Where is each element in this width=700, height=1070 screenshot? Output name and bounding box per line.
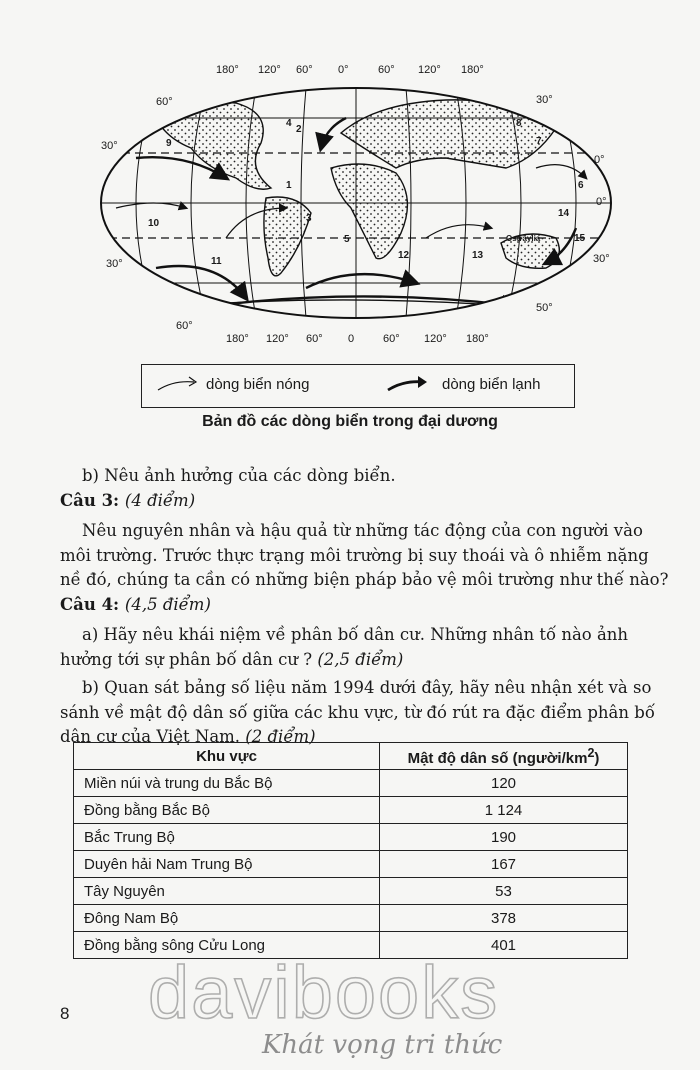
lon-label: 60°	[296, 64, 313, 76]
header-region: Khu vực	[74, 743, 380, 770]
ocean-currents-map	[96, 58, 616, 348]
header-density-text: Mật độ dân số (người/km	[407, 749, 588, 767]
q4-heading: Câu 4: (4,5 điểm)	[60, 594, 211, 614]
lon-label: 180°	[461, 64, 484, 76]
watermark-brand: davibooks	[148, 951, 500, 1034]
density-cell: 190	[380, 824, 628, 851]
current-number: 12	[398, 250, 410, 261]
density-cell: 401	[380, 932, 628, 959]
lon-label: 120°	[418, 64, 441, 76]
table-row	[74, 770, 628, 797]
current-number: 14	[558, 208, 570, 219]
header-density	[380, 743, 628, 770]
q3-body: Nêu nguyên nhân và hậu quả từ những tác động của con người vào môi trường. Trước thực trạng môi trường bị suy thoái và ô nhiễm nặng nề đó, chúng ta cần có những biện pháp bảo vệ môi trường như thế nào?	[60, 521, 669, 589]
population-density-table	[73, 742, 628, 959]
lon-label: 120°	[258, 64, 281, 76]
lat-label: 50°	[536, 302, 553, 314]
density-cell: 120	[380, 770, 628, 797]
q3-heading: Câu 3: (4 điểm)	[60, 490, 196, 510]
density-cell: 378	[380, 905, 628, 932]
lon-label: 60°	[378, 64, 395, 76]
cold-current-icon	[386, 374, 430, 396]
density-cell: 53	[380, 878, 628, 905]
lon-label: 0	[348, 333, 355, 345]
q2b-text: b) Nêu ảnh hưởng của các dòng biển.	[82, 466, 396, 485]
q3-title: Câu 3	[60, 490, 114, 510]
current-number: 2	[296, 124, 302, 135]
q4-points: (4,5 điểm)	[124, 594, 211, 614]
lat-label: 0°	[596, 196, 607, 208]
legend-cold-label: dòng biển lạnh	[442, 376, 541, 393]
legend-warm-label: dòng biển nóng	[206, 376, 310, 393]
table-row	[74, 824, 628, 851]
q4-title: Câu 4	[60, 594, 114, 614]
lat-label: 30°	[536, 94, 553, 106]
q4a-body: a) Hãy nêu khái niệm về phân bố dân cư. Những nhân tố nào ảnh hưởng tới sự phân bố dân cư ?	[60, 625, 629, 669]
current-number: 11	[211, 256, 222, 267]
watermark-slogan: Khát vọng tri thức	[262, 1030, 503, 1060]
header-density-sup: 2	[587, 745, 595, 760]
lon-label: 120°	[424, 333, 447, 345]
lat-label: 30°	[593, 253, 610, 265]
lon-label: 180°	[216, 64, 239, 76]
lon-label: 60°	[306, 333, 323, 345]
table-row	[74, 797, 628, 824]
q3-points: (4 điểm)	[124, 490, 196, 510]
current-number: 1	[286, 180, 292, 191]
lon-label: 180°	[226, 333, 249, 345]
table-header-row	[74, 743, 628, 770]
region-cell: Duyên hải Nam Trung Bộ	[74, 851, 380, 878]
current-number: 13	[472, 250, 484, 261]
current-number: 7	[536, 136, 542, 147]
q4a-text	[60, 623, 674, 672]
table-row	[74, 851, 628, 878]
current-number: 5	[344, 234, 350, 245]
region-cell: Miền núi và trung du Bắc Bộ	[74, 770, 380, 797]
current-number: 6	[578, 180, 584, 191]
lon-label: 120°	[266, 333, 289, 345]
lon-label: 180°	[466, 333, 489, 345]
current-number: 9	[166, 138, 172, 149]
lat-label: 60°	[176, 320, 193, 332]
current-number: 4	[286, 118, 292, 129]
current-number: 10	[148, 218, 160, 229]
current-number: 8	[516, 118, 522, 129]
q4a-points: (2,5 điểm)	[317, 649, 404, 669]
q4b-points: (2 điểm)	[245, 727, 316, 746]
map-legend	[141, 364, 575, 408]
lon-label: 60°	[383, 333, 400, 345]
current-number: 3	[306, 213, 312, 224]
current-number: 15	[574, 233, 586, 244]
table-row	[74, 878, 628, 905]
map-caption: Bản đồ các dòng biển trong đại dương	[202, 413, 498, 430]
lon-label: 0°	[338, 64, 349, 76]
lat-label: 30°	[106, 258, 123, 270]
region-cell: Đông Nam Bộ	[74, 905, 380, 932]
lat-label: 30°	[101, 140, 118, 152]
warm-current-icon	[156, 374, 200, 396]
q4b-body: b) Quan sát bảng số liệu năm 1994 dưới đây, hãy nêu nhận xét và so sánh về mật độ dân số giữa các khu vực, từ đó rút ra đặc điểm phân bố dân cư của Việt Nam.	[60, 678, 655, 746]
lat-label: 0°	[594, 154, 605, 166]
table-row	[74, 905, 628, 932]
place-label: Ostrâylia	[506, 234, 541, 243]
region-cell: Đồng bằng Bắc Bộ	[74, 797, 380, 824]
density-cell: 1 124	[380, 797, 628, 824]
question-body	[60, 464, 674, 750]
lat-label: 60°	[156, 96, 173, 108]
page-number: 8	[60, 1004, 70, 1023]
region-cell: Tây Nguyên	[74, 878, 380, 905]
q4b-text	[60, 676, 674, 750]
density-cell: 167	[380, 851, 628, 878]
region-cell: Bắc Trung Bộ	[74, 824, 380, 851]
header-density-close: )	[594, 749, 600, 767]
region-cell: Đồng bằng sông Cửu Long	[74, 932, 380, 959]
